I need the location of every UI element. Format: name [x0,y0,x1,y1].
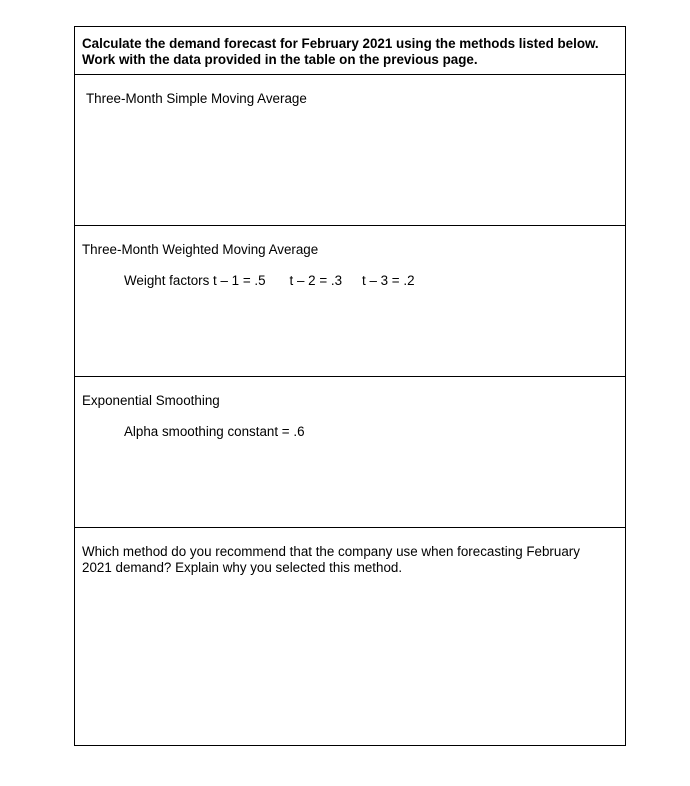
recommendation-question: Which method do you recommend that the company use when forecasting February 2021 demand? Explain why you selected this method. [82,544,580,575]
exponential-smoothing-title: Exponential Smoothing [82,393,220,408]
weight-factor-t2: t – 2 = .3 [289,273,343,288]
worksheet-table [74,26,626,746]
weight-factor-t3: t – 3 = .2 [362,273,415,288]
simple-moving-average-cell[interactable] [75,74,625,225]
alpha-constant-row [124,424,617,439]
instructions-cell [75,27,625,74]
alpha-constant-text: Alpha smoothing constant = .6 [124,424,305,439]
weighted-moving-average-cell[interactable] [75,225,625,376]
simple-moving-average-title: Three-Month Simple Moving Average [86,91,307,106]
weight-factors-row [124,273,617,288]
exponential-smoothing-cell[interactable] [75,376,625,527]
weighted-moving-average-title: Three-Month Weighted Moving Average [82,242,319,257]
recommendation-cell[interactable] [75,527,625,745]
instructions-text: Calculate the demand forecast for February 2021 using the methods listed below. Work with the data provided in the table on the previous page. [82,36,599,67]
weight-factor-t1: Weight factors t – 1 = .5 [124,273,266,288]
